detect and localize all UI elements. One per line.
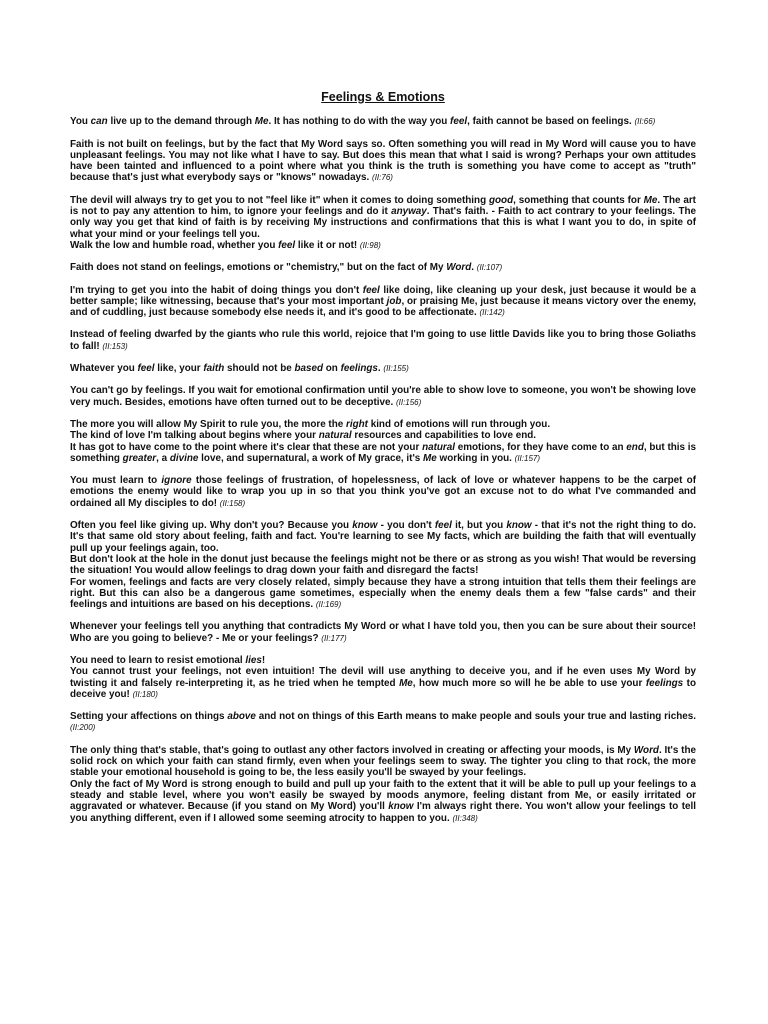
paragraph [70, 262, 696, 273]
emphasis-text: divine [169, 452, 199, 464]
text-run: . The art is not to pay any attention to him, to ignore your feelings and do it [70, 194, 696, 218]
emphasis-text: know [506, 520, 532, 532]
text-run: like, your [154, 363, 204, 375]
emphasis-text: can [90, 116, 108, 128]
reference-citation: (II:153) [102, 341, 128, 351]
emphasis-text: faith [203, 363, 225, 375]
text-run: love, and supernatural, a work of My grace, it's [198, 452, 424, 464]
paragraph-line [70, 745, 696, 779]
text-run: resources and capabilities to love end. [351, 430, 537, 442]
emphasis-text: good [488, 194, 514, 206]
reference-citation: (II:348) [452, 813, 478, 823]
text-run: to deceive you! [70, 677, 696, 700]
text-run: But don't look at the hole in the donut just because the feelings might not be there or as strong as you wish! That would be reversing the situation! You would allow feelings to drag down your faith and disregard the facts! [70, 553, 696, 577]
paragraph-line [70, 520, 696, 554]
emphasis-text: job [386, 295, 402, 307]
text-run: it, but you [451, 520, 507, 532]
emphasis-text: know [388, 801, 414, 813]
paragraph-line [70, 711, 696, 734]
page-title: Feelings & Emotions [321, 90, 445, 104]
paragraph-line [70, 363, 696, 374]
text-run: . It's the solid rock on which your faith can stand firmly, even when your feelings seem to sway. The tighter you cling to that rock, the more stable your emotional household is going to be, the less easily you'll be swayed by your feelings. [70, 744, 696, 779]
text-run: , something that counts for [513, 194, 644, 206]
text-run: like it or not! [295, 239, 360, 251]
emphasis-text: end [626, 441, 644, 453]
reference-citation: (II:142) [479, 308, 505, 318]
paragraph [70, 285, 696, 319]
paragraph [70, 139, 696, 184]
text-run: Whatever you [70, 363, 138, 375]
paragraph [70, 363, 696, 374]
text-run: emotions, for they have come to an [455, 441, 627, 453]
text-run: Setting your affections on things [70, 711, 228, 723]
paragraph [70, 520, 696, 610]
reference-citation: (II:177) [321, 633, 347, 643]
reference-citation: (II:200) [70, 723, 96, 733]
text-run: I'm trying to get you into the habit of doing things you don't [70, 284, 363, 296]
document-page [70, 92, 696, 835]
text-run: , how much more so will he be able to use your [412, 677, 646, 689]
reference-citation: (II:180) [132, 689, 158, 699]
text-run: You need to learn to resist emotional [70, 654, 246, 666]
text-run: It has got to have come to the point where it's clear that these are not your [70, 441, 423, 453]
emphasis-text: Word [446, 262, 472, 274]
emphasis-text: ignore [161, 475, 192, 487]
emphasis-text: natural [422, 441, 455, 453]
text-run: Faith is not built on feelings, but by the fact that My Word says so. Often something you will read in My Word will cause you to have unpleasant feelings. You may not like what I have to say. But does this mean that what I said is wrong? Perhaps your own attitudes have been tainted and influenced to a point where what you think is the truth is something you have come to accept as "truth" because that's just what everybody says or "knows" nowadays. [70, 138, 696, 184]
emphasis-text: feel [434, 520, 452, 532]
emphasis-text: feel [137, 363, 155, 375]
reference-citation: (II:76) [372, 173, 393, 183]
paragraph [70, 655, 696, 700]
text-run: , faith cannot be based on feelings. [467, 116, 635, 128]
text-run: For women, feelings and facts are very closely related, simply because they have a strong intuition that tells them their feelings are right. But this can also be a dangerous game sometimes, especially when the enemy deals them a few "false cards" and their feelings and intuitions are based on his deceptions. [70, 576, 696, 611]
emphasis-text: above [227, 711, 256, 723]
emphasis-text: know [352, 520, 378, 532]
text-run: kind of emotions will run through you. [367, 418, 551, 430]
paragraph [70, 745, 696, 824]
paragraph [70, 475, 696, 509]
text-run: The more you will allow My Spirit to rule you, the more the [70, 418, 346, 430]
text-run: The only thing that's stable, that's going to outlast any other factors involved in creating or affecting your moods, is My [70, 744, 634, 756]
emphasis-text: feelings [645, 677, 684, 689]
emphasis-text: feel [362, 284, 380, 296]
text-run: live up to the demand through [107, 116, 255, 128]
paragraph-line [70, 385, 696, 408]
emphasis-text: anyway [391, 206, 427, 218]
emphasis-text: lies [245, 654, 262, 666]
paragraph-line [70, 442, 696, 465]
text-run: working in you. [436, 452, 515, 464]
paragraph-line [70, 475, 696, 509]
text-run: . [377, 363, 384, 375]
paragraph-line [70, 554, 696, 577]
reference-citation: (II:156) [395, 397, 422, 407]
text-run: , a [156, 452, 170, 464]
text-run: Whenever your feelings tell you anything that contradicts My Word or what I have told you, then you can be sure about their source! Who are you going to believe? - Me or your feelings? [70, 621, 696, 644]
paragraph [70, 329, 696, 352]
emphasis-text: Me [399, 677, 413, 689]
paragraph-line [70, 666, 696, 700]
reference-citation: (II:66) [634, 117, 656, 127]
reference-citation: (II:157) [514, 453, 541, 463]
paragraph-line [70, 285, 696, 319]
text-run: - that it's not the right thing to do. It's that same old story about feeling, faith and fact. You're learning to see My facts, which are building the faith that will eventually pull up your feelings again, too. [70, 520, 696, 554]
text-run: . [471, 262, 477, 274]
text-run: ! [261, 654, 266, 666]
paragraph-line [70, 655, 696, 666]
paragraph-line [70, 116, 696, 127]
text-run: You cannot trust your feelings, not even intuition! The devil will use anything to deceive you, and if he even uses My Word by twisting it and falsely re-interpreting it, as he tried when he tempted [70, 666, 696, 689]
emphasis-text: Word [633, 744, 659, 756]
paragraph-line [70, 262, 696, 273]
emphasis-text: Me [643, 194, 658, 206]
emphasis-text: Me [254, 116, 269, 128]
text-run: The devil will always try to get you to not "feel like it" when it comes to doing something [70, 194, 489, 206]
reference-citation: (II:107) [476, 263, 503, 273]
text-run: You can't go by feelings. If you wait for emotional confirmation until you're able to show love to someone, you won't be showing love very much. Besides, emotions have often turned out to be deceptive. [70, 385, 696, 408]
paragraph-line [70, 621, 696, 644]
text-run: , or praising Me, just because it means victory over the enemy, and of cuddling, just because somebody else needs it, and it's good to be affectionate. [70, 295, 696, 319]
emphasis-text: greater [122, 452, 157, 464]
text-run: should not be [224, 363, 295, 375]
emphasis-text: feel [278, 239, 296, 251]
reference-citation: (II:155) [383, 364, 409, 374]
paragraph-line [70, 329, 696, 352]
text-run: . That's faith. - Faith to act contrary to your feelings. The only way you get that kind of faith is by receiving My instructions and confirmations that this is what I want you to do, in spite of what your mind or your feelings tell you. [70, 206, 696, 240]
paragraph-line [70, 139, 696, 184]
text-run: I'm always right there. You won't allow your feelings to tell you anything different, even if I allowed some seeming atrocity to happen to you. [70, 801, 696, 824]
paragraph-line [70, 195, 696, 240]
paragraph [70, 385, 696, 408]
paragraph-line [70, 779, 696, 824]
text-run: and not on things of this Earth means to make people and souls your true and lasting riches. [255, 711, 697, 723]
paragraph-line [70, 240, 696, 251]
text-run: You [70, 116, 91, 128]
document-body [70, 116, 696, 824]
paragraph [70, 621, 696, 644]
emphasis-text: right [346, 418, 368, 430]
paragraph [70, 195, 696, 251]
emphasis-text: natural [318, 430, 352, 442]
paragraph-line [70, 430, 696, 441]
reference-citation: (II:158) [219, 498, 246, 508]
text-run: Often you feel like giving up. Why don't you? Because you [70, 520, 353, 532]
text-run: Walk the low and humble road, whether you [70, 239, 279, 251]
text-run: . It has nothing to do with the way you [268, 116, 451, 128]
emphasis-text: Me [423, 452, 437, 464]
text-run: like doing, like cleaning up your desk, just because it would be a better sample; like witnessing, because that's your most important [70, 284, 696, 307]
paragraph [70, 116, 696, 127]
paragraph [70, 711, 696, 734]
text-run: , but this is something [70, 441, 697, 464]
reference-citation: (II:98) [359, 240, 381, 250]
text-run: Only the fact of My Word is strong enough to build and pull up your faith to the extent that it will be able to pull up your feelings to a steady and stable level, where you won't easily be swayed by moods anymore, feeling distant from Me, or easily irritated or aggravated or whatever. Because (if you stand on My Word) you'll [70, 778, 696, 813]
text-run: those feelings of frustration, of hopelessness, of lack of love or whatever happens to be the carpet of emotions the enemy would like to wrap you up in so that you think you've got an excuse not to do what I've commanded and ordained all My disciples to do! [70, 475, 696, 509]
text-run: Instead of feeling dwarfed by the giants who rule this world, rejoice that I'm going to use little Davids like you to bring those Goliaths to fall! [70, 329, 696, 352]
paragraph [70, 419, 696, 464]
reference-citation: (II:169) [315, 600, 342, 610]
text-run: - you don't [377, 520, 435, 532]
text-run: The kind of love I'm talking about begins where your [70, 430, 319, 442]
paragraph-line [70, 419, 696, 430]
paragraph-line [70, 577, 696, 611]
text-run: You must learn to [70, 475, 162, 487]
text-run: on [323, 363, 341, 375]
text-run: Faith does not stand on feelings, emotions or "chemistry," but on the fact of My [70, 262, 447, 274]
emphasis-text: feelings [340, 363, 378, 375]
emphasis-text: feel [450, 116, 468, 128]
emphasis-text: based [294, 363, 324, 375]
